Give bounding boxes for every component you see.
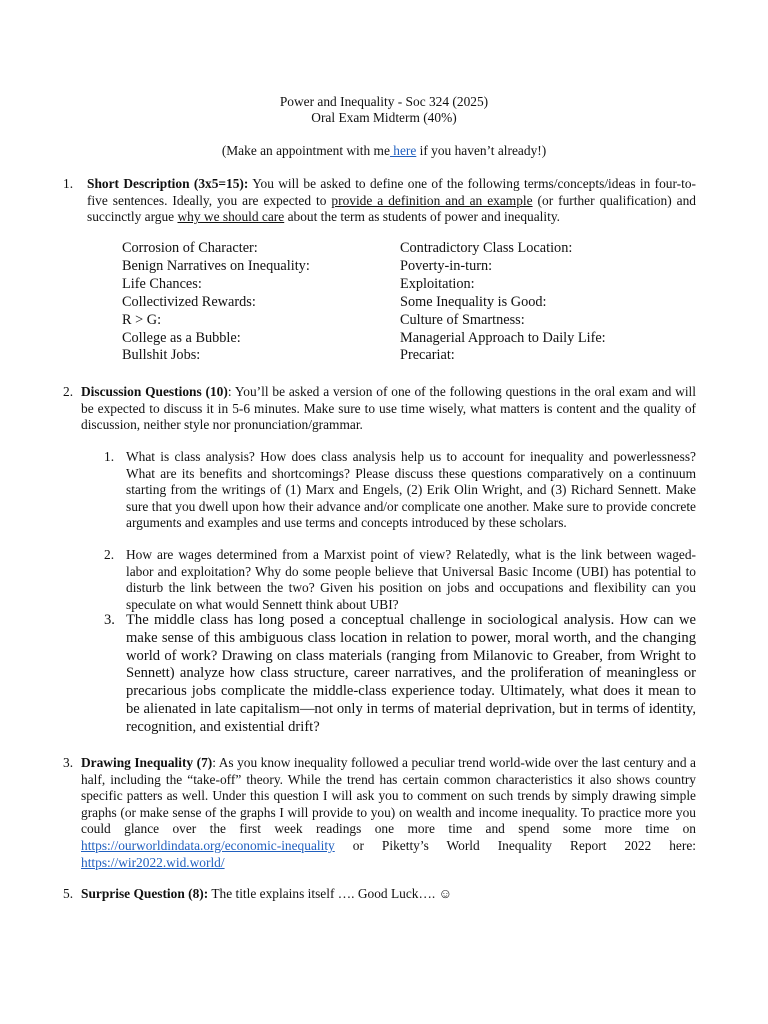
- section2-text: : You’ll be asked a version of one of the following questions in the oral exam and will be expected to discuss it in 5-6 minutes. Make sure to use time wisely, what matters is content and the quality of discussion, neither style nor pronunciation/grammar.: [81, 384, 696, 433]
- term-item: Collectivized Rewards:: [122, 294, 256, 310]
- question3-number: 3.: [104, 612, 115, 628]
- wir2022-link[interactable]: https://wir2022.wid.world/: [81, 854, 225, 870]
- term-item: Some Inequality is Good:: [400, 294, 547, 310]
- appointment-text-after: if you haven’t already!): [416, 143, 547, 158]
- section1-text-a: You will be asked to define one of the following terms/concepts/ideas in four-to-five sentences. Ideally, you are expected to: [87, 176, 697, 208]
- page-title: Power and Inequality - Soc 324 (2025): [279, 94, 489, 109]
- section3-paragraph: [81, 755, 696, 871]
- term-item: Managerial Approach to Daily Life:: [400, 330, 606, 346]
- appointment-text-before: (Make an appointment with me: [221, 143, 390, 158]
- appointment-link[interactable]: here: [389, 143, 417, 158]
- section5-paragraph: [81, 886, 696, 903]
- section5-number: 5.: [63, 886, 74, 901]
- section3-number: 3.: [63, 755, 74, 770]
- section1-heading: Short Description (3x5=15):: [87, 176, 249, 191]
- term-item: College as a Bubble:: [122, 330, 241, 346]
- section3-text: : As you know inequality followed a peculiar trend world-wide over the last century and a half, including the “take-off” theory. While the trend has certain common characteristics it also shows country specific patters as well. Under this question I will ask you to comment on such trends by simply drawing simple graphs (or make sense of the graphs I will provide to you) on wealth and income inequality. To practice more you could glance over the first week readings one more time and spend some more time on: [81, 755, 696, 837]
- section2-heading: Discussion Questions (10): [81, 384, 228, 399]
- question2-text: How are wages determined from a Marxist point of view? Relatedly, what is the link between waged-labor and exploitation? Why do some people believe that Universal Basic Income (UBI) has potential to disturb the link between the two? Given his position on jobs and occupations and flexibility can you speculate on what would Sennett think about UBI?: [126, 547, 696, 612]
- section5-heading: Surprise Question (8):: [81, 886, 209, 901]
- section2-paragraph: [81, 384, 696, 434]
- question3-text: The middle class has long posed a conceptual challenge in sociological analysis. How can we make sense of this ambiguous class location in relation to power, moral worth, and the changing world of work? Drawing on class materials (ranging from Milanovic to Greaber, from Wright to Sennett) analyze how class structure, career narratives, and the proliferation of meaningless or precarious jobs complicate the middle-class experience today. Ultimately, what does it mean to be alienated in late capitalism—not only in terms of material deprivation, but in terms of identity, recognition, and existential drift?: [126, 612, 696, 735]
- section1-underline-care: why we should care: [177, 209, 285, 225]
- section3-text-mid: or Piketty’s World Inequality Report 2022 here:: [334, 837, 696, 853]
- section1-text-c: about the term as students of power and inequality.: [284, 209, 561, 225]
- section1-text-b: (or further qualification) and succinctly argue: [87, 192, 696, 225]
- section1-number: 1.: [63, 176, 74, 191]
- section1-paragraph: [87, 176, 696, 226]
- ourworldindata-link[interactable]: https://ourworldindata.org/economic-inequality: [81, 837, 335, 853]
- term-item: Life Chances:: [122, 276, 202, 292]
- question1-number: 1.: [104, 449, 115, 464]
- section3-heading: Drawing Inequality (7): [81, 755, 213, 770]
- section5-text: The title explains itself …. Good Luck…. ☺: [208, 886, 453, 901]
- page-subtitle: Oral Exam Midterm (40%): [311, 110, 457, 125]
- section2-number: 2.: [63, 384, 74, 399]
- question2-number: 2.: [104, 547, 115, 562]
- term-item: R > G:: [122, 312, 162, 328]
- term-item: Bullshit Jobs:: [122, 347, 201, 363]
- section1-underline-definition: provide a definition and an example: [331, 192, 533, 208]
- term-item: Contradictory Class Location:: [400, 240, 573, 256]
- term-item: Precariat:: [400, 347, 455, 363]
- term-item: Corrosion of Character:: [122, 240, 258, 256]
- term-item: Benign Narratives on Inequality:: [122, 258, 310, 274]
- term-item: Poverty-in-turn:: [400, 258, 493, 274]
- question1-text: What is class analysis? How does class analysis help us to account for inequality and powerlessness? What are its benefits and shortcomings? Please discuss these questions comparatively on a continuum starting from the writings of (1) Marx and Engels, (2) Erik Olin Wright, and (3) Richard Sennett. Make sure that you dwell upon how their advance and/or complicate one another. Make sure to provide concrete arguments and examples and use terms and concepts introduced by these scholars.: [126, 449, 696, 531]
- term-item: Exploitation:: [400, 276, 475, 292]
- term-item: Culture of Smartness:: [400, 312, 525, 328]
- appointment-note: [0, 143, 768, 160]
